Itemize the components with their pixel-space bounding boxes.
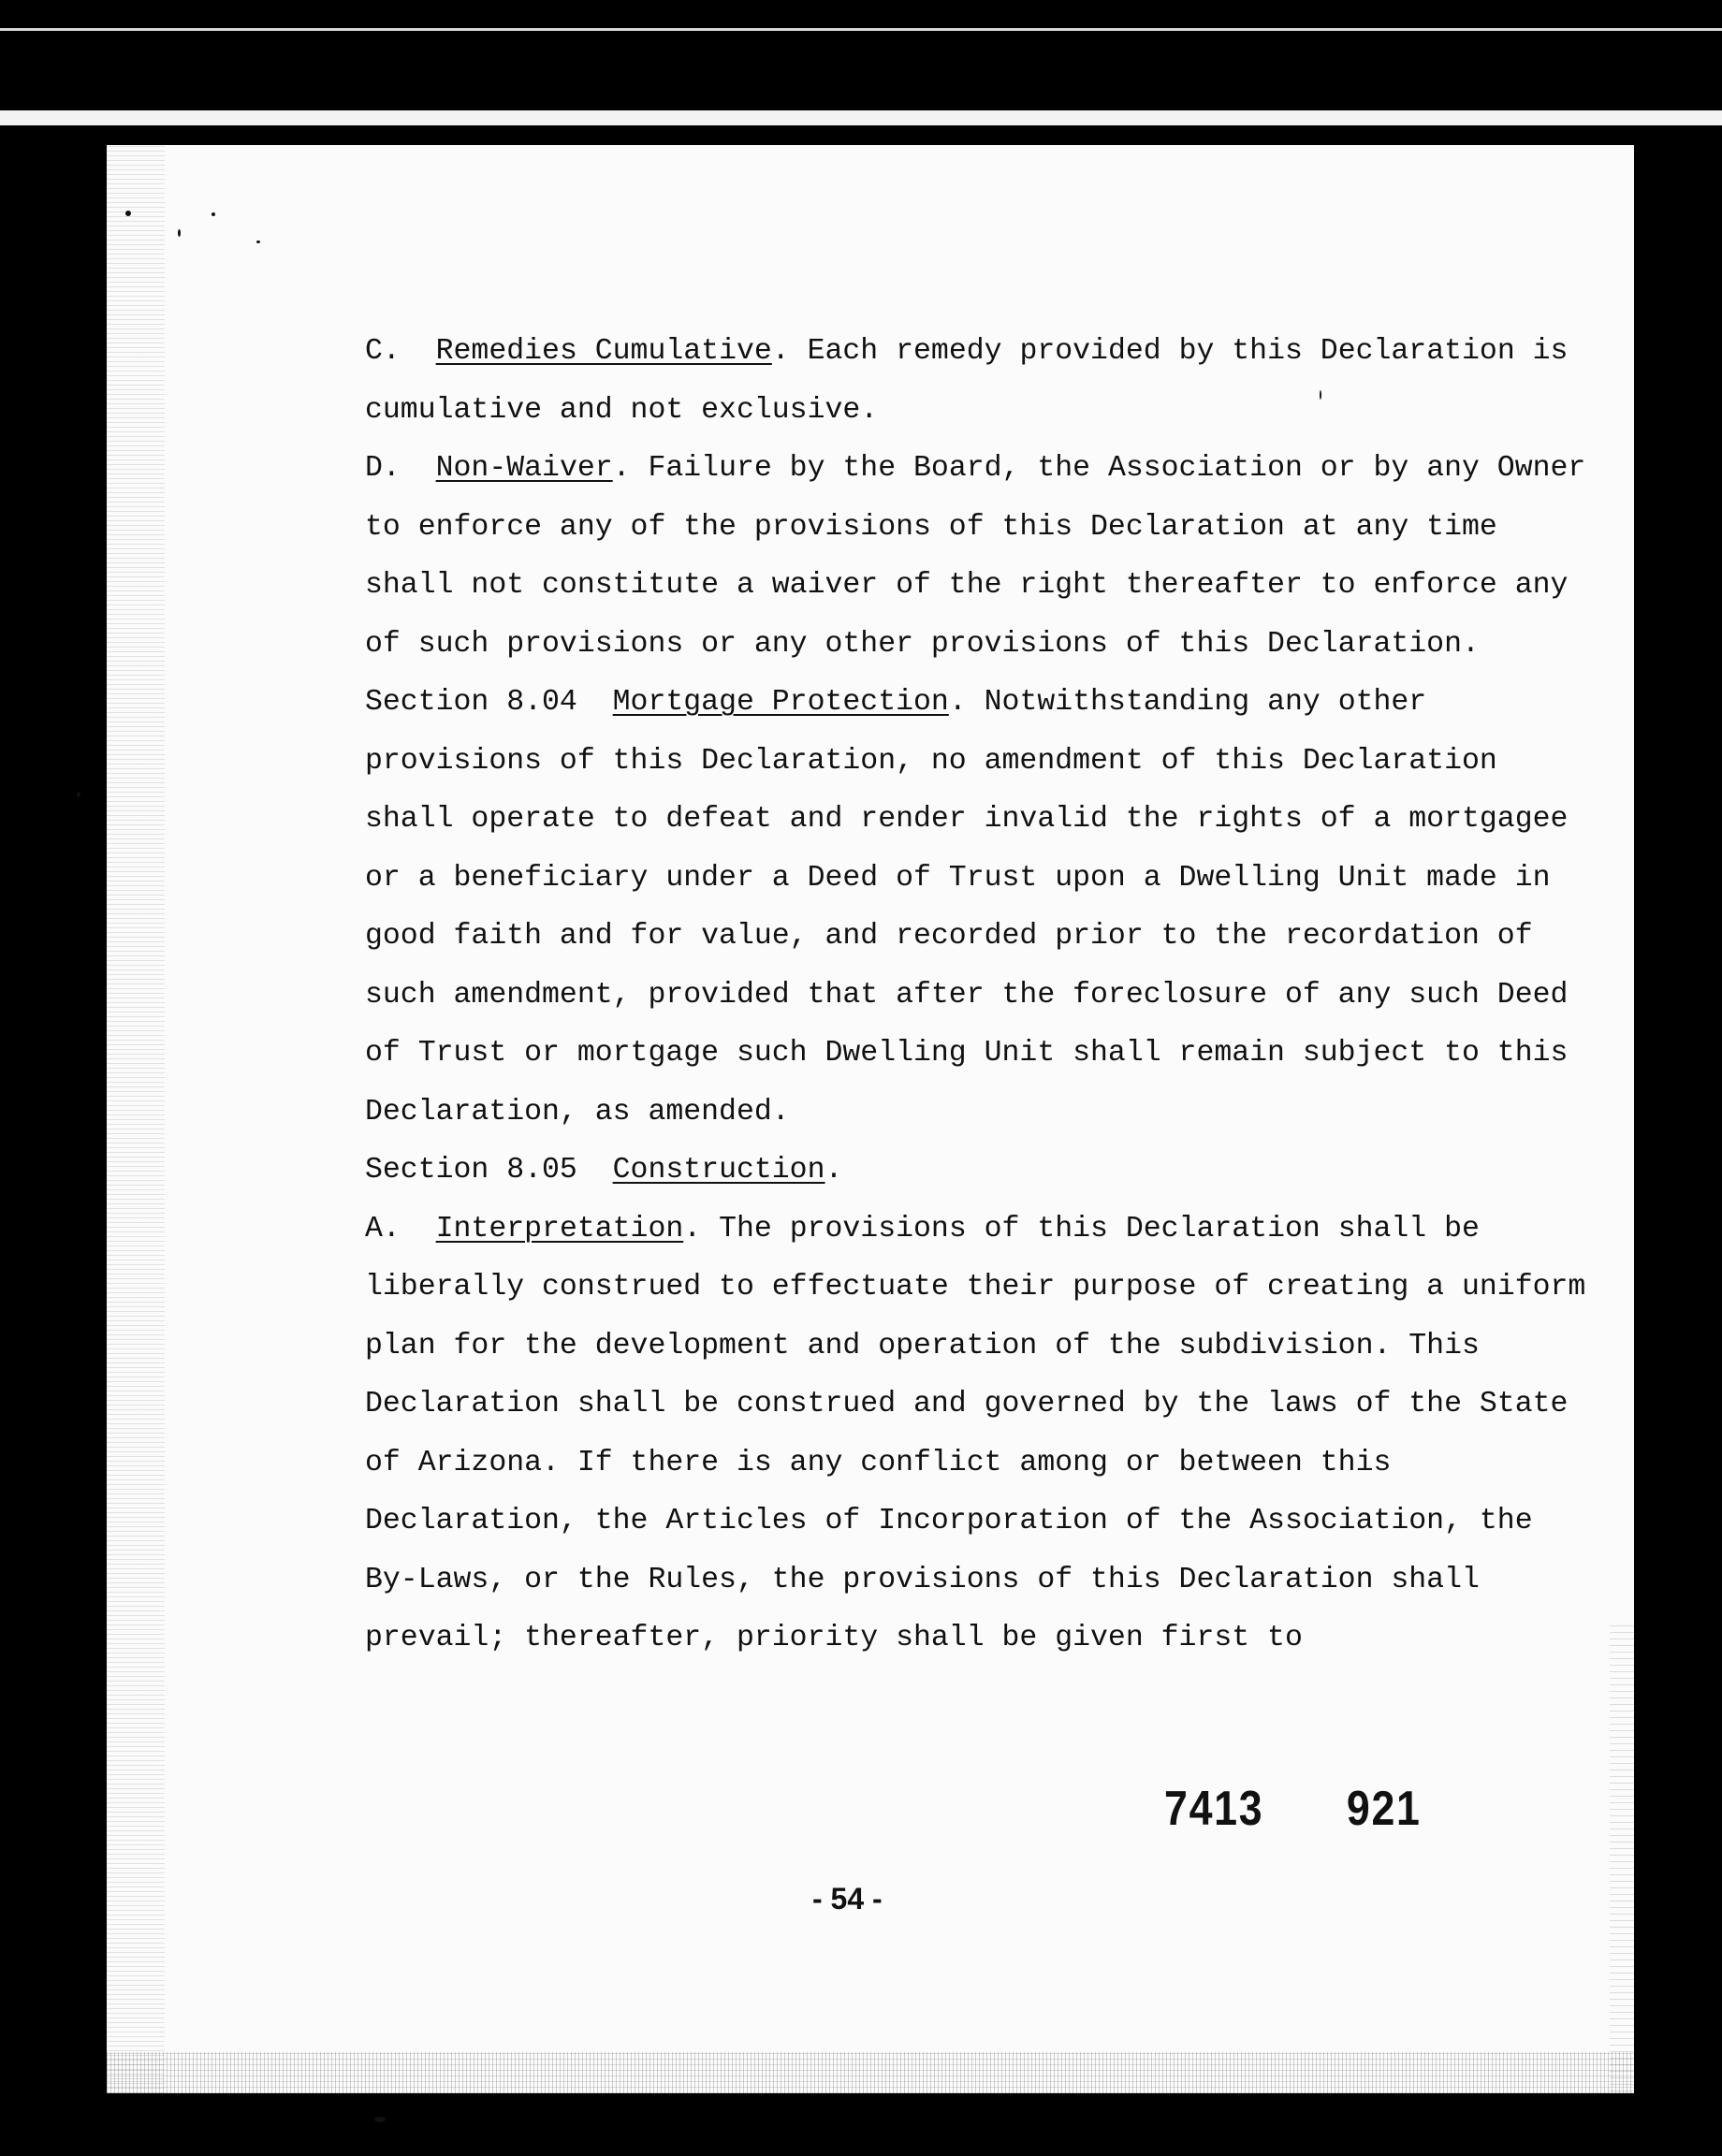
section-label: Section 8.04 — [365, 686, 577, 719]
scan-speck — [178, 229, 181, 237]
paragraph-mortgage-protection — [276, 674, 1586, 1142]
scan-speck — [77, 792, 80, 797]
scan-noise-left — [107, 145, 165, 2093]
book-number: 7413 — [1164, 1782, 1264, 1836]
paragraph-text: . Failure by the Board, the Association or by any Owner to enforce any of the provisions of this Declaration at any time shall not constitute a waiver of the right thereafter to enforce any of such provisions or any other provisions of this Declaration. — [365, 452, 1586, 661]
recording-stamp — [1164, 1781, 1422, 1837]
paragraph-interpretation — [276, 1201, 1586, 1668]
paragraph-text: . Notwithstanding any other provisions of this Declaration, no amendment of this Declaration shall operate to defeat and render invalid the rights of a mortgagee or a beneficiary under a Deed of Trust upon a Dwelling Unit made in good faith and for value, and recorded prior to the recordation of such amendment, provided that after the foreclosure of any such Deed of Trust or mortgage such Dwelling Unit shall remain subject to this Declaration, as amended. — [365, 686, 1569, 1129]
paragraph-text: . Each remedy provided by this Declaration is cumulative and not exclusive. — [365, 335, 1569, 427]
book-page: 921 — [1346, 1782, 1422, 1836]
paragraph-heading: Interpretation — [435, 1212, 684, 1246]
scan-streak — [0, 28, 1722, 31]
scan-noise-bottom — [107, 2052, 1634, 2093]
section-label: Section 8.05 — [365, 1154, 577, 1187]
paragraph-heading: Remedies Cumulative — [435, 335, 772, 368]
scan-top-border — [0, 0, 1722, 112]
paragraph-heading: Non-Waiver — [435, 452, 613, 485]
page-number: - 54 - — [812, 1882, 883, 1916]
section-heading: Mortgage Protection — [612, 686, 949, 719]
paragraph-text: . — [825, 1154, 843, 1187]
document-page — [107, 145, 1634, 2093]
scan-speck — [374, 2117, 386, 2122]
paragraph-construction — [276, 1142, 1586, 1201]
paragraph-text: . The provisions of this Declaration shall be liberally construed to effectuate their purpose of creating a uniform plan for the development and operation of the subdivision. This Declaration shall be construed and governed by the laws of the State of Arizona. If there is any conflict among or between this Declaration, the Articles of Incorporation of the Association, the By-Laws, or the Rules, the provisions of this Declaration shall prevail; thereafter, priority shall be given first to — [365, 1212, 1586, 1654]
document-body — [276, 323, 1586, 1668]
section-heading: Construction — [612, 1154, 825, 1187]
scan-speck — [125, 211, 131, 216]
scan-strip — [0, 110, 1722, 125]
paragraph-label: D. — [365, 452, 401, 485]
scan-noise-right — [1610, 1624, 1634, 2091]
paragraph-label: A. — [365, 1212, 401, 1246]
scan-speck — [212, 212, 215, 216]
scan-speck — [256, 240, 260, 243]
paragraph-remedies-cumulative — [276, 323, 1586, 440]
paragraph-label: C. — [365, 335, 401, 368]
paragraph-non-waiver — [276, 440, 1586, 674]
